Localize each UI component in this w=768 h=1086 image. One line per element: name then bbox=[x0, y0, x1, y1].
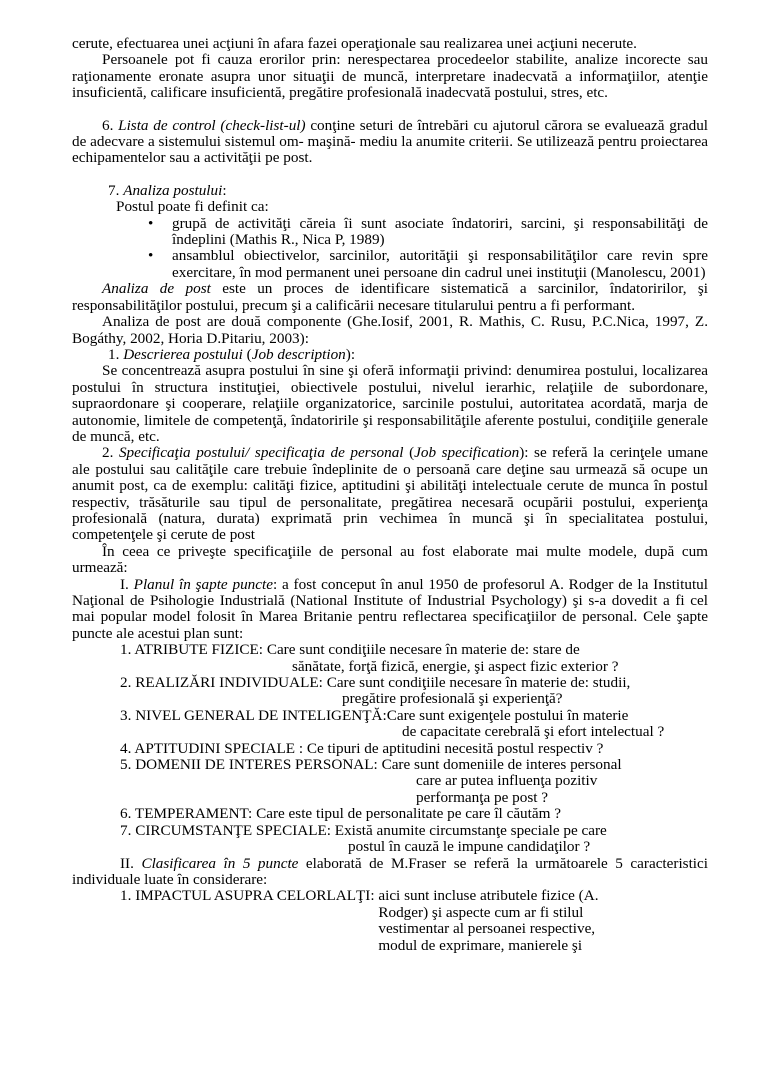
model-2-title: Clasificarea în 5 puncte bbox=[141, 854, 299, 872]
job-analysis-components: Analiza de post are două componente (Ghe.Iosif, 2001, R. Mathis, C. Rusu, P.C.Nica, 1997, Z. Bogáthy, 2002, Horia D.Pitariu, 2003): bbox=[72, 313, 708, 347]
model-1-number: I. bbox=[120, 575, 134, 593]
five-point-item-1 bbox=[72, 888, 708, 954]
section-7-colon: : bbox=[222, 181, 227, 199]
point-label: 3. NIVEL GENERAL DE INTELIGENŢĂ: bbox=[120, 706, 387, 724]
component-1-title: Descrierea postului bbox=[123, 345, 243, 363]
section-7-heading bbox=[72, 183, 708, 199]
point-line: modul de exprimare, manierele şi bbox=[378, 936, 583, 954]
section-6-checklist bbox=[72, 118, 708, 167]
point-line: vestimentar al persoanei respective, bbox=[378, 920, 596, 938]
component-2-number: 2. bbox=[102, 444, 119, 462]
document-page bbox=[72, 36, 708, 954]
list-item bbox=[72, 675, 708, 691]
paren-close: ): bbox=[345, 345, 356, 363]
spacer bbox=[72, 102, 708, 118]
point-text: Care sunt condiţiile necesare în materie de: studii, bbox=[326, 674, 631, 692]
spacer bbox=[72, 167, 708, 183]
point-text: Care sunt domeniile de interes personal bbox=[381, 756, 622, 774]
point-continuation: sănătate, forţă fizică, energie, şi aspect fizic exterior ? bbox=[292, 657, 619, 675]
job-analysis-term: Analiza de post bbox=[102, 280, 211, 298]
seven-point-list bbox=[72, 642, 708, 855]
point-line: aici sunt incluse atributele fizice (A. bbox=[378, 887, 599, 905]
point-label: 6. TEMPERAMENT: bbox=[120, 805, 257, 823]
specification-models-intro: În ceea ce priveşte specificaţiile de personal au fost elaborate mai multe modele, după cum urmează: bbox=[72, 542, 708, 577]
point-description bbox=[378, 888, 668, 954]
model-2-number: II. bbox=[120, 854, 142, 872]
section-7-number: 7. bbox=[108, 181, 124, 199]
point-label: 1. ATRIBUTE FIZICE: bbox=[120, 641, 267, 659]
point-continuation: de capacitate cerebrală şi efort intelectual ? bbox=[402, 723, 665, 741]
job-analysis-definition bbox=[72, 281, 708, 314]
definition-bullet-list bbox=[72, 216, 708, 282]
list-item bbox=[72, 708, 708, 724]
component-1-heading bbox=[72, 347, 708, 363]
point-label: 1. IMPACTUL ASUPRA CELORLALŢI: bbox=[120, 887, 379, 905]
point-text: Ce tipuri de aptitudini necesită postul respectiv ? bbox=[306, 739, 604, 757]
component-1-number: 1. bbox=[108, 345, 124, 363]
job-analysis-text: este un proces de identificare sistematică a sarcinilor, îndatoririlor, şi responsabilităţilor postului, precum şi a calificării necesare titularului pentru a fi performant. bbox=[72, 280, 708, 314]
model-1-text: : a fost conceput în anul 1950 de profesorul A. Rodger de la Institutul Naţional de Psihologie Industrială (National Institute of Industrial Psychology) şi s-a dovedit a fi cel mai popular model folosit în Marea Britanie pentru reflectarea specificaţiilor de personal. Cele şapte puncte ale acestui plan sunt: bbox=[72, 575, 708, 642]
model-1-paragraph bbox=[72, 577, 708, 643]
point-label: 7. CIRCUMSTANŢE SPECIALE: bbox=[120, 821, 335, 839]
point-label: 5. DOMENII DE INTERES PERSONAL: bbox=[120, 756, 382, 774]
point-continuation: care ar putea influenţa pozitiv bbox=[416, 772, 598, 790]
section-6-number: 6. bbox=[102, 116, 119, 134]
point-text: Care este tipul de personalitate pe care îl căutăm ? bbox=[256, 805, 561, 823]
post-definition-intro: Postul poate fi definit ca: bbox=[116, 198, 269, 216]
section-7-title: Analiza postului bbox=[123, 181, 223, 199]
model-2-paragraph bbox=[72, 856, 708, 889]
list-item bbox=[72, 757, 708, 773]
list-item-text: ansamblul obiectivelor, sarcinilor, autorităţii şi responsabilităţilor care revin spre exercitare, în mod permanent unei persoane din cadrul unei instituţii (Manolescu, 2001) bbox=[172, 247, 708, 281]
list-item bbox=[72, 806, 708, 822]
component-2-text: ): se referă la cerinţele umane ale postului sau calităţile care trebuie îndeplinite de o persoană care deţine sau urmează să ocupe un anumit post, ca de exemplu: calităţi fizice, aptitudini şi abilităţi intelectuale cerute de munca în postul respectiv, trăsăturile sau tipul de personalitate, pregătirea necesară ocupării postului, experienţa profesională (natura, durata) exprimată prin vechimea în muncă şi în specialitatea postului, competenţele şi cerute de post bbox=[72, 444, 709, 544]
list-item bbox=[72, 216, 708, 249]
section-6-text: conţine seturi de întrebări cu ajutorul cărora se evaluează gradul de adecvare a sistemului sistemul om- maşină- mediu la anumite criterii. Se utilizează pentru proiectarea echipamentelor sau a activităţii pe post. bbox=[72, 116, 709, 167]
component-2-english: Job specification bbox=[414, 444, 520, 462]
point-line: Rodger) şi aspecte cum ar fi stilul bbox=[378, 903, 584, 921]
bullet-icon: • bbox=[148, 247, 154, 265]
point-text: Care sunt condiţiile necesare în materie de: stare de bbox=[266, 641, 580, 659]
point-continuation: performanţa pe post ? bbox=[416, 788, 548, 806]
section-6-title: Lista de control (check-list-ul) bbox=[118, 116, 306, 134]
list-item bbox=[72, 642, 708, 658]
bullet-icon: • bbox=[148, 214, 154, 232]
list-item bbox=[72, 741, 708, 757]
point-continuation: postul în cauză le impune candidaţilor ? bbox=[348, 838, 591, 856]
model-1-title: Planul în şapte puncte bbox=[133, 575, 273, 593]
model-2-text: elaborată de M.Fraser se referă la următoarele 5 caracteristici individuale luate în considerare: bbox=[72, 854, 708, 888]
point-text: Care sunt exigenţele postului în materie bbox=[386, 706, 629, 724]
point-continuation: pregătire profesională şi experienţă? bbox=[342, 690, 563, 708]
paragraph-continuation: cerute, efectuarea unei acţiuni în afara fazei operaţionale sau realizarea unei acţiuni necerute. bbox=[72, 35, 637, 52]
list-item bbox=[72, 823, 708, 839]
point-label: 4. APTITUDINI SPECIALE : bbox=[120, 739, 307, 757]
paren-open: ( bbox=[403, 444, 415, 462]
component-2-title: Specificaţia postului/ specificaţia de personal bbox=[118, 444, 404, 462]
component-1-english: Job description bbox=[251, 345, 346, 363]
paren-open: ( bbox=[242, 345, 252, 363]
point-text: Există anumite circumstanţe speciale pe care bbox=[334, 821, 607, 839]
paragraph-error-causes: Persoanele pot fi cauza erorilor prin: nerespectarea procedeelor stabilite, analize incorecte sau raţionamente eronate asupra unor situaţii de muncă, interpretare inadecvată a informaţiilor, atenţie insuficientă, calificare insuficientă, pregătire profesională inadecvată postului, stres, etc. bbox=[72, 51, 708, 102]
point-label: 2. REALIZĂRI INDIVIDUALE: bbox=[120, 674, 327, 692]
list-item bbox=[72, 248, 708, 281]
list-item-text: grupă de activităţi căreia îi sunt asociate îndatoriri, sarcini, şi responsabilităţi de îndeplini (Mathis R., Nica P, 1989) bbox=[172, 214, 708, 249]
component-2-paragraph bbox=[72, 445, 708, 543]
component-1-text: Se concentrează asupra postului în sine şi oferă informaţii privind: denumirea postului, localizarea postului în structura instituţiei, obiectivele postului, nivelul ierarhic, relaţiile de subordonare, supraordonare şi cooperare, relaţiile organizatorice, sarcinile postului, autoritatea acordată, marja de autonomie, limitele de competenţă, îndatoririle şi responsabilităţile aferente postului, condiţiile generale de muncă, etc. bbox=[72, 362, 708, 445]
